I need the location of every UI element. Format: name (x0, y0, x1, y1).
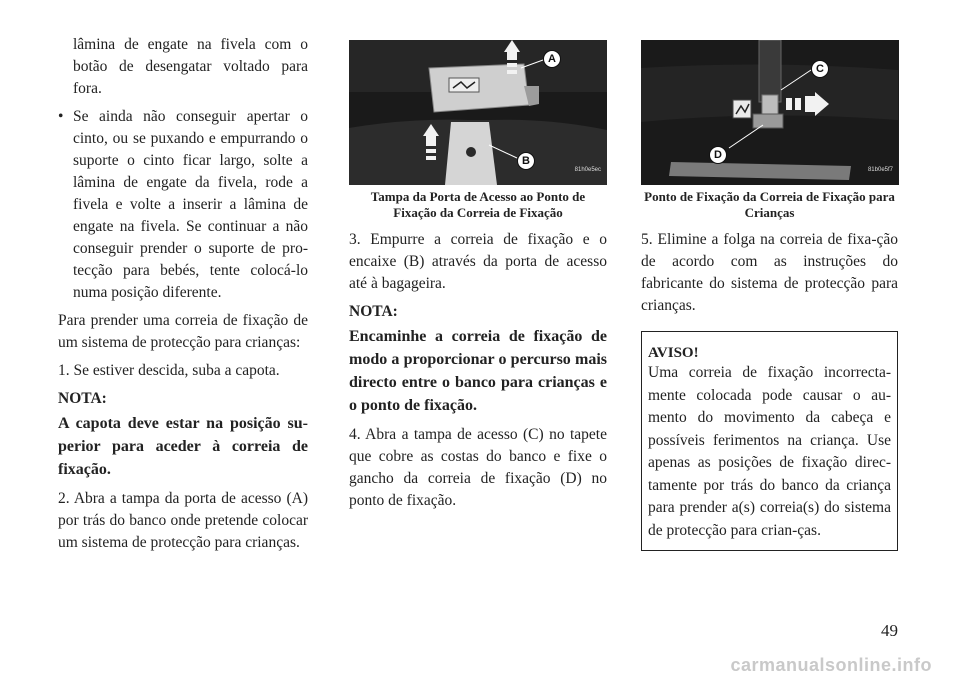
callout-a: A (543, 50, 561, 68)
bullet-item (58, 106, 308, 304)
column-middle (349, 40, 607, 518)
note-title: NOTA: (58, 390, 107, 407)
anchor-point-illustration (641, 40, 898, 185)
note-text: A capota deve estar na posição su-perior para aceder à correia de fixação. (58, 415, 308, 478)
watermark: carmanualsonline.info (730, 655, 932, 675)
step-2: 2. Abra a tampa da porta de acesso (A) por trás do banco onde pretende colocar um sistema de protecção para crianças. (58, 490, 308, 551)
warning-box (641, 331, 898, 551)
intro-paragraph: Para prender uma correia de fixação de um sistema de protecção para crianças: (58, 312, 308, 351)
continued-text: lâmina de engate na fivela com o botão de desengatar voltado para fora. (73, 36, 308, 97)
anchor-point-figure (641, 40, 899, 185)
access-door-illustration (349, 40, 607, 185)
figure-caption: Tampa da Porta de Acesso ao Ponto de Fixação da Correia de Fixação (370, 189, 586, 220)
page-number: 49 (881, 621, 898, 640)
step-1: 1. Se estiver descida, suba a capota. (58, 362, 280, 379)
figure-code: 81h0e5ec (574, 167, 601, 173)
figure-caption: Ponto de Fixação da Correia de Fixação para Crianças (644, 189, 895, 220)
callout-d: D (709, 146, 727, 164)
step-5: 5. Elimine a folga na correia de fixa-ção de acordo com as instruções do fabricante do sistema de protecção para crianças. (641, 231, 898, 314)
warning-text: Uma correia de fixação incorrecta-mente colocada pode causar o au-mento do movimento da cabeça e possíveis ferimentos na criança. Use apenas as posições de fixação direc-tamente por trás do banco da criança para prender a(s) correia(s) do sistema de protecção para crian-ças. (648, 364, 891, 539)
warning-title: AVISO! (648, 345, 699, 361)
step-4: 4. Abra a tampa de acesso (C) no tapete que cobre as costas do banco e fixe o gancho da correia de fixação (D) no ponto de fixação. (349, 426, 607, 509)
bullet-text: Se ainda não conseguir apertar o cinto, ou se puxando e empurrando o suporte o cinto ficar largo, solte a lâmina de engate da fivela, rode a fivela e volte a inserir a lâmina de engate na fivela. Se continuar a não conseguir prender o suporte de pro-tecção para bebés, tente colocá-lo numa posição diferente. (73, 108, 308, 301)
access-door-figure (349, 40, 607, 185)
bullet-dot: • (58, 108, 64, 125)
callout-c: C (811, 60, 829, 78)
step-3: 3. Empurre a correia de fixação e o encaixe (B) através da porta de acesso até à bagageira. (349, 231, 607, 292)
callout-b: B (517, 152, 535, 170)
figure-code: 81b0e5f7 (867, 167, 893, 173)
column-right (641, 40, 898, 551)
column-left (58, 34, 308, 560)
note-text: Encaminhe a correia de fixação de modo a proporcionar o percurso mais directo entre o banco para crianças e o ponto de fixação. (349, 328, 607, 414)
note-title: NOTA: (349, 303, 398, 320)
